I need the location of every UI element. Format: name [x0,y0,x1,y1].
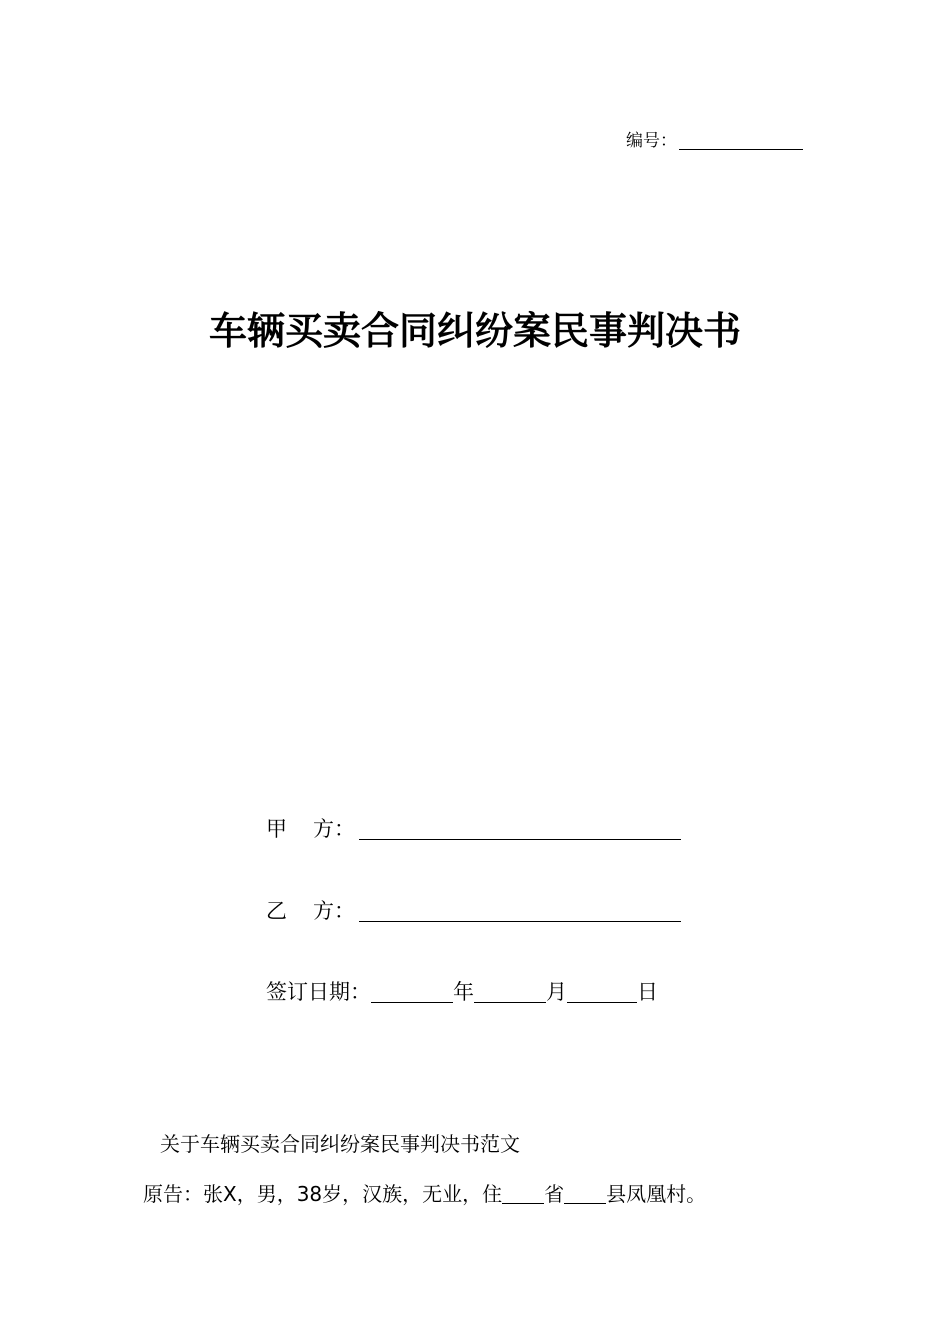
year-label: 年 [453,980,474,1004]
month-label: 月 [546,980,567,1004]
sign-date-label: 签订日期： [266,980,371,1004]
party-a-label-suffix: 方： [313,817,355,841]
plaintiff-text-1: 原告：张X，男，38岁，汉族，无业，住 [143,1182,503,1206]
serial-number-line [626,126,803,151]
document-title: 车辆买卖合同纠纷案民事判决书 [208,308,741,353]
party-b-blank[interactable] [359,900,681,922]
serial-number-label: 编号： [626,131,677,151]
sign-date-line [266,976,658,1006]
party-a-blank[interactable] [359,818,681,840]
plaintiff-paragraph [143,1178,706,1207]
county-blank[interactable] [564,1183,606,1204]
party-b-line [266,895,681,925]
serial-number-blank[interactable] [679,132,803,150]
month-blank[interactable] [474,981,546,1003]
day-label: 日 [637,980,658,1004]
body-subtitle: 关于车辆买卖合同纠纷案民事判决书范文 [160,1132,520,1156]
party-a-line [266,813,681,843]
party-b-label-char: 乙 [266,899,287,923]
party-a-label-char: 甲 [266,817,287,841]
year-blank[interactable] [371,981,453,1003]
party-b-label-suffix: 方： [313,899,355,923]
day-blank[interactable] [567,981,637,1003]
province-blank[interactable] [502,1183,544,1204]
plaintiff-text-3: 县凤凰村。 [606,1182,707,1206]
plaintiff-text-2: 省 [544,1182,565,1206]
